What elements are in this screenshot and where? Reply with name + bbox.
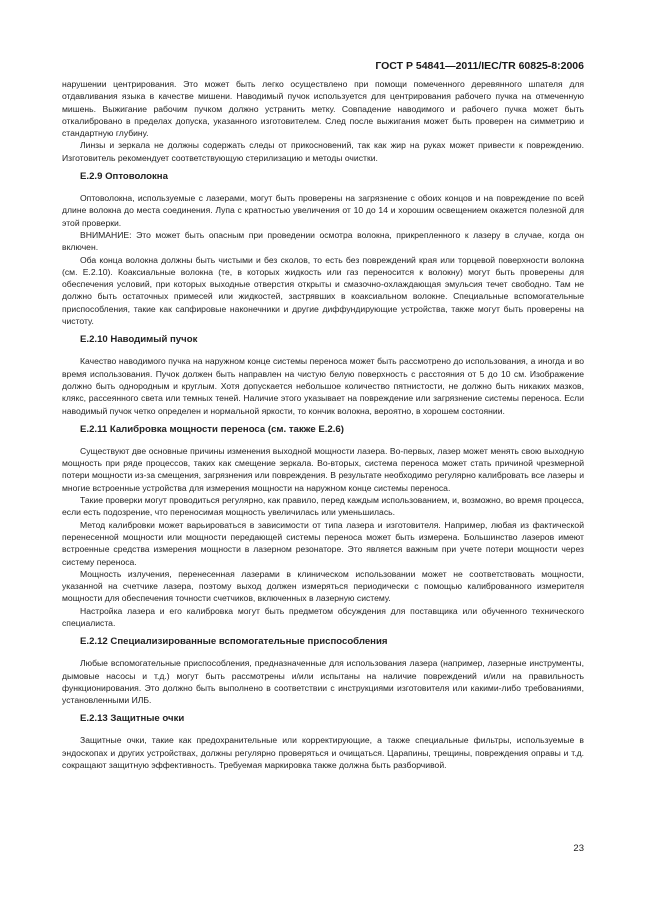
section-e-2-11-paragraph-1: Существуют две основные причины изменения выходной мощности лазера. Во-первых, лазер может менять свою выходную мощность при ряде процессов, таких как смещение зеркала. Во-вторых, система переноса может стать причиной чрезмерной потери мощности из-за смещения, загрязнения или повреждения. В результате необходимо регулярно калибровать все лазеры и многие встроенные устройства для измерения мощности на наружном конце системы переноса. [62,445,584,493]
section-e-2-10-paragraph-1: Качество наводимого пучка на наружном конце системы переноса может быть рассмотрено до использования, а иногда и во время использования. Пучок должен быть направлен на чистую белую поверхность с расстояния от 5 до 10 см. Изображение должно быть однородным и круглым. Хотя допускается небольшое количество пятнистости, не должно быть никаких мазков, клякс, рассеянного света или темных теней. Наличие этого указывает на повреждение или загрязнение системы переноса. Если наводимый пучок четко определен и нормальной яркости, то кончик волокна, вероятно, в хорошем состоянии. [62,356,584,416]
section-heading-e-2-11: Е.2.11 Калибровка мощности переноса (см. также Е.2.6) [80,423,344,435]
section-e-2-11-paragraph-2: Такие проверки могут проводиться регулярно, как правило, перед каждым использованием, и, возможно, во время процесса, если есть подозрение, что переносимая мощность увеличилась или уменьшилась. [62,495,584,518]
intro-paragraph-1: нарушении центрирования. Это может быть легко осуществлено при помощи помеченного деревянного шпателя для отдавливания языка в качестве мишени. Наводимый пучок используется для центрирования рабочего пучка на отмеченную мишень. Выжигание рабочим пучком должно устранить метку. Совпадение наводимого и рабочего пучка может быть откалибровано в пределах допуска, указанного изготовителем. След после выжигания может быть проверен на симметрию и стандартную глубину. [62,79,584,139]
section-e-2-9-paragraph-3: Оба конца волокна должны быть чистыми и без сколов, то есть без повреждений края или торцевой поверхности волокна (см. Е.2.10). Коаксиальные волокна (те, в которых жидкость или газ переносится к волокну) могут быть проверены для обеспечения условий, при которых выходные отверстия открыты и смазочно-охлаждающая эмульсия течет свободно. Там не должно быть остаточных примесей или жидкостей, застрявших в коаксиальном волокне. Специальные вспомогательные приспособления, такие как сапфировые наконечники и другие диффундирующие устройства, также могут быть проверены на чистоту. [62,254,584,327]
section-e-2-11-paragraph-5: Настройка лазера и его калибровка могут быть предметом обсуждения для поставщика или обученного технического специалиста. [62,605,584,628]
section-heading-e-2-13: Е.2.13 Защитные очки [80,713,185,725]
document-body [62,78,584,771]
section-e-2-9-paragraph-2: ВНИМАНИЕ: Это может быть опасным при проведении осмотра волокна, прикрепленного к лазеру в случае, когда он включен. [62,229,584,253]
section-e-2-12-paragraph-1: Любые вспомогательные приспособления, предназначенные для использования лазера (например, лазерные инструменты, дымовые насосы и т.д.) могут быть рассмотрены и/или испытаны на наличие повреждений и/или на правильность функционирования. Это должно быть выполнено в соответствии с инструкциями изготовителя или какими-либо требованиями, установленными ИЛБ. [62,658,584,706]
section-heading-e-2-10: Е.2.10 Наводимый пучок [80,334,198,346]
document-header: ГОСТ Р 54841—2011/IEC/TR 60825-8:2006 [375,60,584,72]
section-heading-e-2-12: Е.2.12 Специализированные вспомогательные приспособления [80,636,388,648]
section-e-2-13-paragraph-1: Защитные очки, такие как предохранительные или корректирующие, а также специальные фильтры, используемые в эндоскопах и других устройствах, должны регулярно проверяться и очищаться. Царапины, трещины, повреждения оправы и т.д. сокращают защитную эффективность. Требуемая маркировка также должна быть разборчивой. [62,735,584,771]
section-e-2-11-paragraph-4: Мощность излучения, перенесенная лазерами в клиническом использовании может не соответствовать мощности, указанной на счетчике лазера, поэтому выход должен измеряться периодически с помощью калиброванного измерителя мощности для обеспечения точности счетчиков, включенных в лазерную систему. [62,568,584,604]
section-e-2-11-paragraph-3: Метод калибровки может варьироваться в зависимости от типа лазера и изготовителя. Например, любая из фактической перенесенной мощности или мощности передающей системы переноса может быть измерена. Большинство лазеров имеют встроенные средства измерения мощности в лазерном резонаторе. Это является важным при учете потери мощности через систему переноса. [62,519,584,567]
page-number: 23 [573,843,584,854]
intro-paragraph-2: Линзы и зеркала не должны содержать следы от прикосновений, так как жир на руках может привести к повреждению. Изготовитель рекомендует соответствующую стерилизацию и методы очистки. [62,140,584,163]
section-e-2-9-paragraph-1: Оптоволокна, используемые с лазерами, могут быть проверены на загрязнение с обоих концов и на повреждение по всей длине волокна до места соединения. Лупа с кратностью увеличения от 10 до 14 и хорошим освещением окажется полезной для этой проверки. [62,193,584,228]
section-heading-e-2-9: Е.2.9 Оптоволокна [80,171,168,183]
